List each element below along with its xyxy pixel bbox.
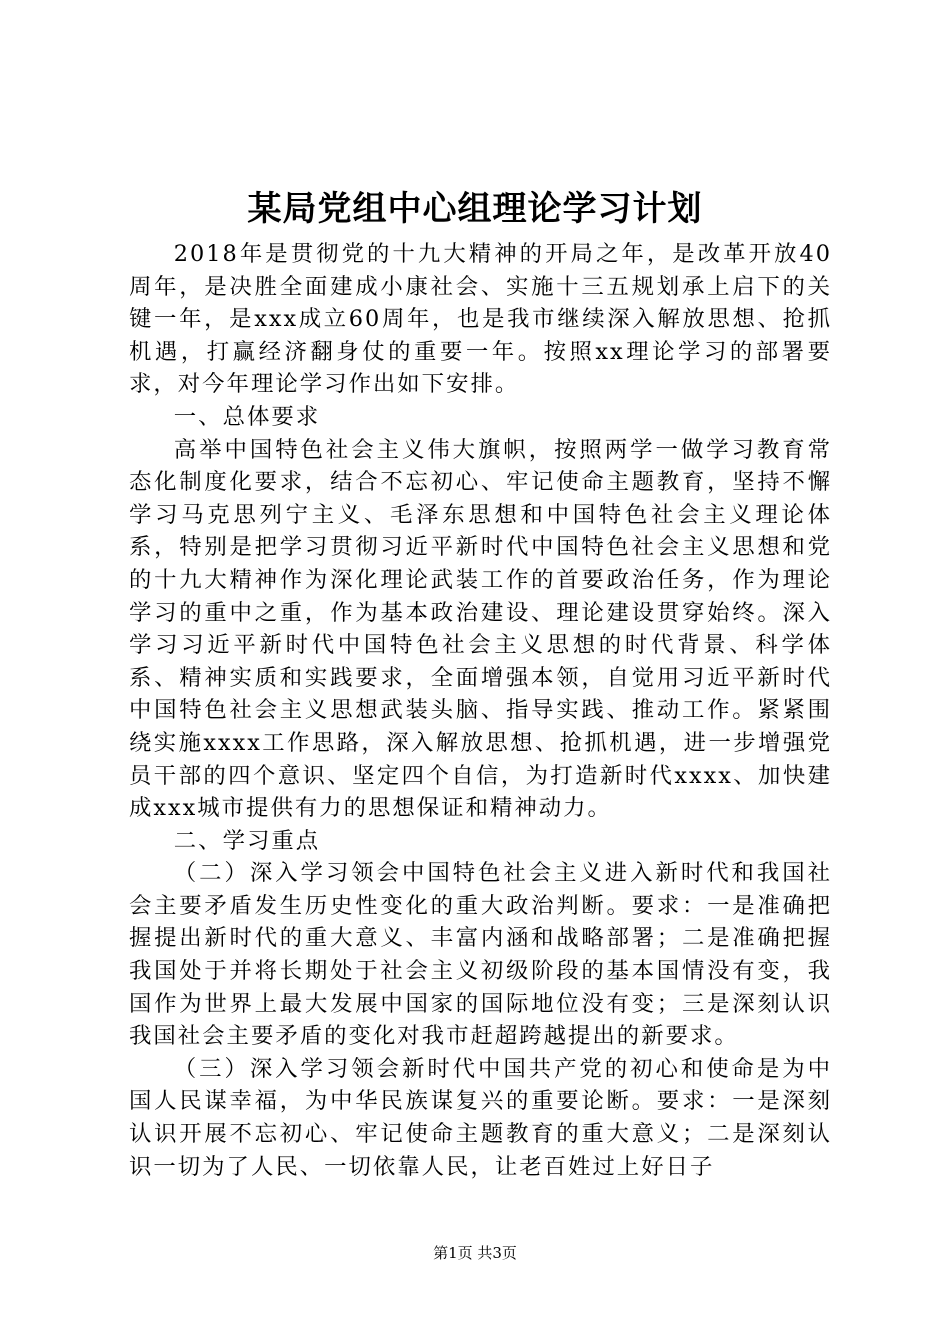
- document-title: 某局党组中心组理论学习计划: [247, 189, 703, 229]
- intro-paragraph: 2018年是贯彻党的十九大精神的开局之年，是改革开放40周年，是决胜全面建成小康社会、实施十三五规划承上启下的关键一年，是xxx成立60周年，也是我市继续深入解放思想、抢抓机遇，打赢经济翻身仗的重要一年。按照xx理论学习的部署要求，对今年理论学习作出如下安排。: [129, 241, 832, 398]
- page-number-footer: 第1页 共3页: [433, 1244, 517, 1262]
- section-heading-general-requirements: 一、总体要求: [173, 403, 321, 430]
- document-body: [129, 238, 832, 1183]
- study-focus-item-2: （二）深入学习领会中国特色社会主义进入新时代和我国社会主要矛盾发生历史性变化的重大政治判断。要求：一是准确把握提出新时代的重大意义、丰富内涵和战略部署；二是准确把握我国处于并将长期处于社会主义初级阶段的基本国情没有变，我国作为世界上最大发展中国家的国际地位没有变；三是深刻认识我国社会主要矛盾的变化对我市赶超跨越提出的新要求。: [129, 860, 832, 1050]
- general-requirements-paragraph: 高举中国特色社会主义伟大旗帜，按照两学一做学习教育常态化制度化要求，结合不忘初心、牢记使命主题教育，坚持不懈学习马克思列宁主义、毛泽东思想和中国特色社会主义理论体系，特别是把学习贯彻习近平新时代中国特色社会主义思想和党的十九大精神作为深化理论武装工作的首要政治任务，作为理论学习的重中之重，作为基本政治建设、理论建设贯穿始终。深入学习习近平新时代中国特色社会主义思想的时代背景、科学体系、精神实质和实践要求，全面增强本领，自觉用习近平新时代中国特色社会主义思想武装头脑、指导实践、推动工作。紧紧围绕实施xxxx工作思路，深入解放思想、抢抓机遇，进一步增强党员干部的四个意识、坚定四个自信，为打造新时代xxxx、加快建成xxx城市提供有力的思想保证和精神动力。: [129, 436, 832, 822]
- study-focus-item-3: （三）深入学习领会新时代中国共产党的初心和使命是为中国人民谋幸福，为中华民族谋复兴的重要论断。要求：一是深刻认识开展不忘初心、牢记使命主题教育的重大意义；二是深刻认识一切为了人民、一切依靠人民，让老百姓过上好日子: [129, 1055, 832, 1180]
- section-heading-study-focus: 二、学习重点: [173, 827, 321, 854]
